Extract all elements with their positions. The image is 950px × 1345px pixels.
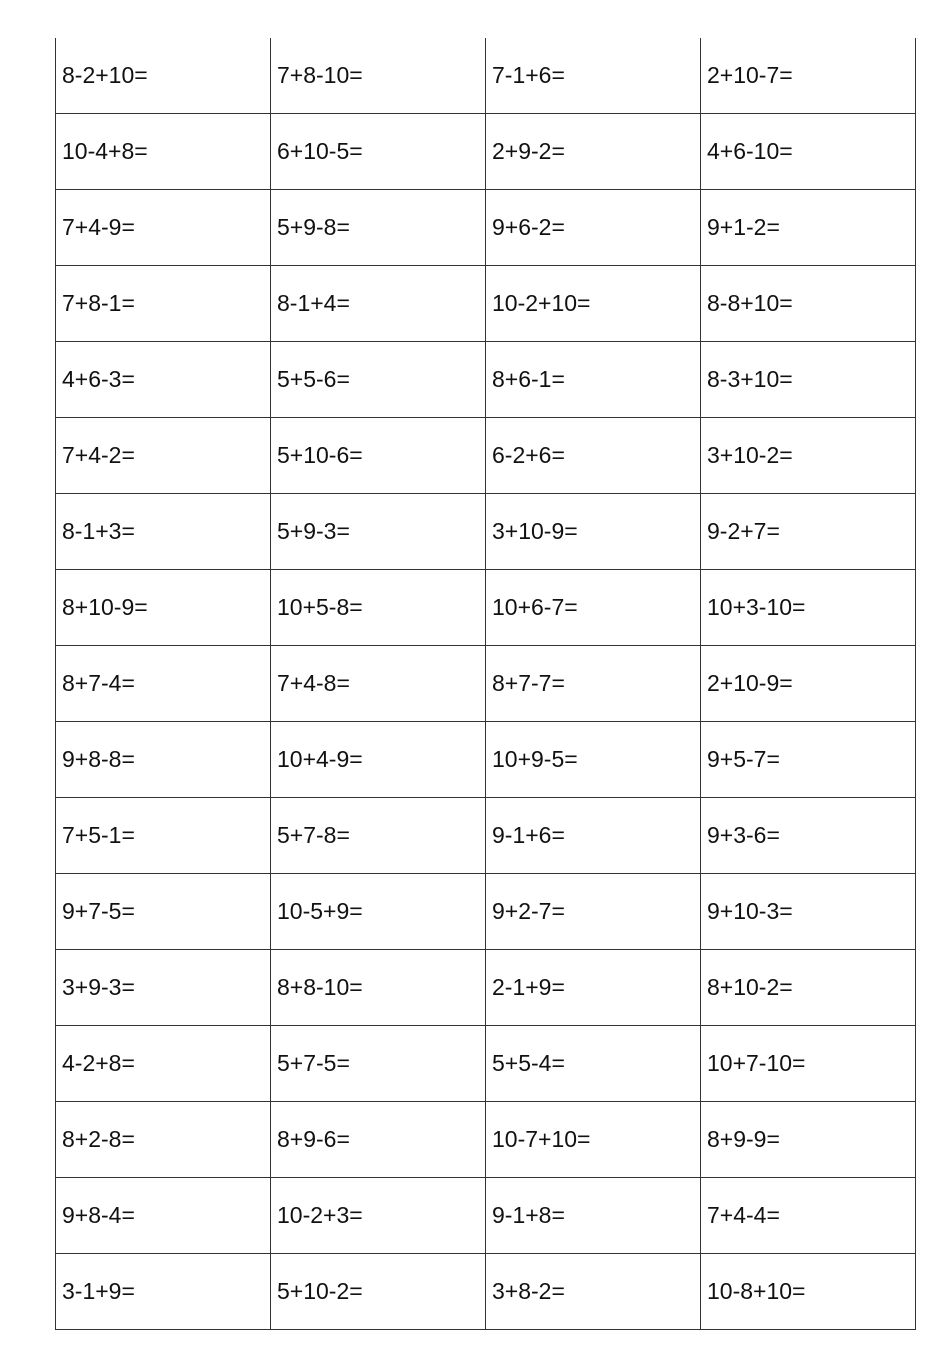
problem-cell: 8+10-2= [701, 950, 916, 1026]
problem-cell: 3-1+9= [56, 1254, 271, 1330]
problem-cell: 5+9-3= [271, 494, 486, 570]
problem-cell: 8+7-7= [486, 646, 701, 722]
problem-cell: 10-5+9= [271, 874, 486, 950]
worksheet-row [56, 114, 916, 190]
problem-cell: 9+10-3= [701, 874, 916, 950]
problem-cell: 8+7-4= [56, 646, 271, 722]
worksheet-row [56, 1178, 916, 1254]
problem-cell: 10+9-5= [486, 722, 701, 798]
problem-cell: 10+3-10= [701, 570, 916, 646]
worksheet-row [56, 950, 916, 1026]
problem-cell: 5+10-6= [271, 418, 486, 494]
worksheet-row [56, 1026, 916, 1102]
problem-cell: 2-1+9= [486, 950, 701, 1026]
problem-cell: 4-2+8= [56, 1026, 271, 1102]
problem-cell: 7+8-10= [271, 38, 486, 114]
problem-cell: 10+7-10= [701, 1026, 916, 1102]
problem-cell: 6+10-5= [271, 114, 486, 190]
problem-cell: 3+10-2= [701, 418, 916, 494]
problem-cell: 8+10-9= [56, 570, 271, 646]
problem-cell: 10-8+10= [701, 1254, 916, 1330]
problem-cell: 9+8-4= [56, 1178, 271, 1254]
worksheet-row [56, 266, 916, 342]
problem-cell: 7+4-9= [56, 190, 271, 266]
problem-cell: 9-1+6= [486, 798, 701, 874]
problem-cell: 8-3+10= [701, 342, 916, 418]
problem-cell: 3+8-2= [486, 1254, 701, 1330]
problem-cell: 7+5-1= [56, 798, 271, 874]
worksheet-body [56, 38, 916, 1330]
problem-cell: 9+1-2= [701, 190, 916, 266]
problem-cell: 2+10-9= [701, 646, 916, 722]
problem-cell: 8+9-9= [701, 1102, 916, 1178]
problem-cell: 3+9-3= [56, 950, 271, 1026]
problem-cell: 9+6-2= [486, 190, 701, 266]
problem-cell: 6-2+6= [486, 418, 701, 494]
problem-cell: 9+5-7= [701, 722, 916, 798]
worksheet-row [56, 342, 916, 418]
worksheet-row [56, 1102, 916, 1178]
problem-cell: 2+9-2= [486, 114, 701, 190]
worksheet-row [56, 1254, 916, 1330]
problem-cell: 8+2-8= [56, 1102, 271, 1178]
problem-cell: 5+10-2= [271, 1254, 486, 1330]
problem-cell: 8-2+10= [56, 38, 271, 114]
worksheet-row [56, 494, 916, 570]
problem-cell: 8+6-1= [486, 342, 701, 418]
problem-cell: 8+9-6= [271, 1102, 486, 1178]
problem-cell: 5+5-4= [486, 1026, 701, 1102]
worksheet-row [56, 874, 916, 950]
problem-cell: 7+8-1= [56, 266, 271, 342]
problem-cell: 10-4+8= [56, 114, 271, 190]
problem-cell: 8+8-10= [271, 950, 486, 1026]
problem-cell: 2+10-7= [701, 38, 916, 114]
worksheet-row [56, 722, 916, 798]
worksheet-row [56, 38, 916, 114]
problem-cell: 7+4-4= [701, 1178, 916, 1254]
problem-cell: 10+6-7= [486, 570, 701, 646]
worksheet-row [56, 646, 916, 722]
problem-cell: 9+3-6= [701, 798, 916, 874]
problem-cell: 9-1+8= [486, 1178, 701, 1254]
problem-cell: 8-8+10= [701, 266, 916, 342]
problem-cell: 10+4-9= [271, 722, 486, 798]
problem-cell: 5+7-5= [271, 1026, 486, 1102]
problem-cell: 4+6-10= [701, 114, 916, 190]
problem-cell: 7+4-2= [56, 418, 271, 494]
worksheet-row [56, 570, 916, 646]
arithmetic-worksheet-table [55, 38, 916, 1330]
problem-cell: 4+6-3= [56, 342, 271, 418]
problem-cell: 8-1+4= [271, 266, 486, 342]
problem-cell: 10-7+10= [486, 1102, 701, 1178]
problem-cell: 9+8-8= [56, 722, 271, 798]
problem-cell: 7+4-8= [271, 646, 486, 722]
problem-cell: 5+7-8= [271, 798, 486, 874]
problem-cell: 7-1+6= [486, 38, 701, 114]
worksheet-row [56, 418, 916, 494]
problem-cell: 9+7-5= [56, 874, 271, 950]
worksheet-row [56, 798, 916, 874]
problem-cell: 9-2+7= [701, 494, 916, 570]
problem-cell: 10+5-8= [271, 570, 486, 646]
problem-cell: 5+9-8= [271, 190, 486, 266]
problem-cell: 5+5-6= [271, 342, 486, 418]
worksheet-row [56, 190, 916, 266]
problem-cell: 10-2+3= [271, 1178, 486, 1254]
problem-cell: 10-2+10= [486, 266, 701, 342]
problem-cell: 8-1+3= [56, 494, 271, 570]
problem-cell: 9+2-7= [486, 874, 701, 950]
problem-cell: 3+10-9= [486, 494, 701, 570]
